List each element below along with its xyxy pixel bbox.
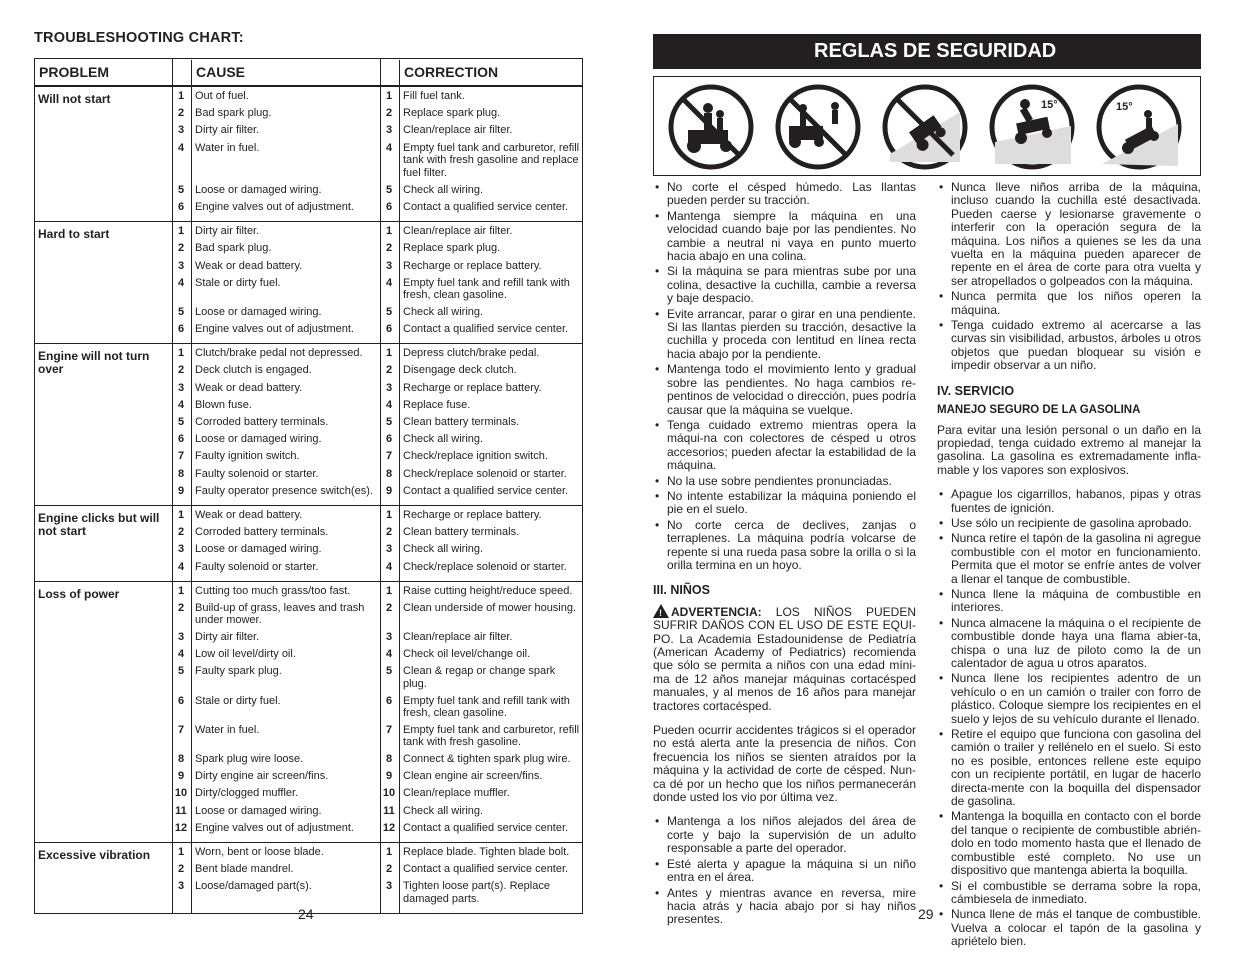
- list-item: 1 Dirty air filter.: [177, 225, 260, 238]
- list-item: 6 Stale or dirty fuel.: [177, 694, 281, 707]
- list-item: 6 Empty fuel tank and refill tank with fresh, clean gasoline.: [385, 694, 570, 720]
- list-item: 1 Clean/replace air filter.: [385, 225, 513, 238]
- list-item: 5 Loose or damaged wiring.: [177, 305, 322, 318]
- cause-cell: [173, 86, 381, 222]
- warning-icon: !: [653, 604, 669, 618]
- list-item: 6 Check all wiring.: [385, 433, 484, 446]
- list-item: 4 Water in fuel.: [177, 141, 260, 154]
- list-item: 1 Replace blade. Tighten blade bolt.: [385, 845, 570, 858]
- no-tipping-hill-icon: [882, 84, 968, 170]
- list-item: 6 Loose or damaged wiring.: [177, 433, 322, 446]
- list-item: 5 Faulty spark plug.: [177, 665, 282, 678]
- safety-column-right: [937, 181, 1201, 951]
- list-item: • Nunca llene la máquina de combustible en interiores.: [937, 588, 1201, 615]
- list-item: 8 Check/replace solenoid or starter.: [385, 467, 567, 480]
- correction-cell: [381, 505, 583, 581]
- list-item: 8 Connect & tighten spark plug wire.: [385, 753, 571, 765]
- list-item: 7 Empty fuel tank and carburetor, refill tank with fresh gasoline.: [385, 723, 580, 749]
- list-item: 4 Faulty solenoid or starter.: [177, 560, 319, 573]
- list-item: • Nunca permita que los niños operen la máquina.: [937, 290, 1201, 317]
- list-item: 1 Weak or dead battery.: [177, 508, 303, 521]
- list-item: 3 Loose/damaged part(s).: [177, 880, 312, 893]
- list-item: 8 Faulty solenoid or starter.: [177, 467, 319, 480]
- children-paragraph: Pueden ocurrir accidentes trágicos si el operador no está alerta ante la presencia de niños. Con frecuencia los niños se sienten atraídos por la máquina y la actividad de corte de césped. Nun-ca dé por un hecho que los niños permanecerán donde usted los vio por última vez.: [653, 723, 916, 805]
- list-item: • No la use sobre pendientes pronunciadas.: [653, 475, 916, 488]
- list-item: 5 Check all wiring.: [385, 305, 484, 318]
- list-item: 3 Recharge or replace battery.: [385, 259, 542, 272]
- list-item: • Tenga cuidado extremo al acercarse a las curvas sin visibilidad, arbustos, árboles u otros objetos que puedan bloquear su visión e impedir observar a un niño.: [937, 319, 1201, 373]
- list-item: 1 Recharge or replace battery.: [385, 508, 542, 521]
- list-item: 2 Build-up of grass, leaves and trash under mower.: [177, 601, 365, 627]
- header-cause: CAUSE: [173, 59, 381, 87]
- list-item: 2 Contact a qualified service center.: [385, 863, 569, 876]
- gasoline-safety-list: [937, 488, 1201, 948]
- list-item: 10 Clean/replace muffler.: [382, 787, 510, 800]
- list-item: 3 Dirty air filter.: [177, 124, 260, 137]
- list-item: 3 Dirty air filter.: [177, 631, 260, 644]
- cause-cell: [173, 344, 381, 506]
- safety-icon-strip: [653, 76, 1201, 176]
- header-problem: PROBLEM: [35, 59, 173, 87]
- list-item: • Retire el equipo que funciona con gasolina del camión o trailer y rellénelo en el suelo. Si esto no es posible, entonces rellene este equipo con un recipiente portátil, en lugar de hacerlo directa-mente con la boquilla del dispensador de gasolina.: [937, 728, 1201, 808]
- list-item: 2 Bent blade mandrel.: [177, 863, 294, 876]
- slope-label: 15°: [1041, 99, 1058, 111]
- list-item: • Nunca lleve niños arriba de la máquina, incluso cuando la cuchilla esté desactivada. Pueden caerse y lesionarse gravemente o interferir con la operación segura de la máquina. Los niños a quienes se les da una vuelta en la máquina pueden aparecer de repente en el área de corte para otra vuelta y ser atropellados o golpeados con la máquina.: [937, 181, 1201, 288]
- list-item: 2 Corroded battery terminals.: [177, 526, 329, 539]
- list-item: 4 Empty fuel tank and carburetor, refill tank with fresh gasoline and replace fuel filter.: [385, 141, 580, 179]
- correction-cell: [381, 581, 583, 842]
- list-item: • Mantenga siempre la máquina en una velocidad cuando baje por las pendientes. No cambie a neutral ni vaya en punto muerto hacia abajo en una colina.: [653, 210, 916, 264]
- list-item: • Use sólo un recipiente de gasolina aprobado.: [937, 517, 1201, 530]
- list-item: • Mantenga la boquilla en contacto con el borde del tanque o recipiente de combustible abrién-dolo en todo momento hasta que el llenado de combustible esté completo. No use un dispositivo que mantenga abierta la boquilla.: [937, 810, 1201, 877]
- list-item: 2 Clean battery terminals.: [385, 526, 520, 539]
- list-item: 2 Replace spark plug.: [385, 242, 501, 255]
- list-item: 3 Weak or dead battery.: [177, 381, 303, 394]
- correction-cell: [381, 842, 583, 913]
- list-item: 2 Deck clutch is engaged.: [177, 364, 312, 377]
- list-item: 4 Low oil level/dirty oil.: [177, 648, 296, 661]
- problem-cell: Excessive vibration: [35, 842, 173, 913]
- table-row: [35, 581, 583, 842]
- list-item: 1 Clutch/brake pedal not depressed.: [177, 347, 363, 360]
- problem-cell: Engine will not turn over: [35, 344, 173, 506]
- list-item: 5 Clean & regap or change spark plug.: [385, 665, 556, 691]
- warning-paragraph: ! ADVERTENCIA: LOS NIÑOS PUEDEN SUFRIR DAÑOS CON EL USO DE ESTE EQUI-PO. La Academia Estadounidense de Pediatría (American Academy of Pediatrics) recomienda que sólo se permita a niños con una edad míni-ma de 12 años manejar máquinas cortacésped manuales, y al menos de 16 años para manejar tractores cortacésped.: [653, 604, 916, 713]
- list-item: 1 Depress clutch/brake pedal.: [385, 347, 540, 360]
- list-item: 7 Check/replace ignition switch.: [385, 450, 548, 463]
- troubleshooting-table: [34, 58, 583, 914]
- section-servicio-title: IV. SERVICIO: [937, 383, 1015, 398]
- correction-cell: [381, 86, 583, 222]
- cause-cell: [173, 581, 381, 842]
- safety-column-left: [653, 181, 916, 929]
- slope-15-degree-limit-icon: [989, 84, 1075, 170]
- list-item: 4 Blown fuse.: [177, 398, 252, 411]
- list-item: • No corte el césped húmedo. Las llantas pueden perder su tracción.: [653, 181, 916, 208]
- list-item: 1 Raise cutting height/reduce speed.: [385, 584, 573, 597]
- cause-cell: [173, 842, 381, 913]
- cause-cell: [173, 505, 381, 581]
- list-item: 12 Contact a qualified service center.: [382, 821, 569, 834]
- list-item: • Nunca llene de más el tanque de combustible. Vuelva a colocar el tapón de la gasolina y apriételo bien.: [937, 908, 1201, 948]
- list-item: 4 Replace fuse.: [385, 398, 471, 411]
- problem-cell: Loss of power: [35, 581, 173, 842]
- problem-cell: Hard to start: [35, 222, 173, 344]
- list-item: 7 Faulty ignition switch.: [177, 450, 300, 463]
- slope-label: 15°: [1116, 101, 1133, 113]
- list-item: 6 Contact a qualified service center.: [385, 200, 569, 213]
- correction-cell: [381, 222, 583, 344]
- troubleshooting-section: [34, 30, 582, 922]
- list-item: 5 Check all wiring.: [385, 183, 484, 196]
- safety-title: REGLAS DE SEGURIDAD: [814, 40, 1057, 62]
- list-item: • No intente estabilizar la máquina poniendo el pie en el suelo.: [653, 490, 916, 517]
- table-row: [35, 842, 583, 913]
- list-item: 2 Replace spark plug.: [385, 107, 501, 120]
- no-children-near-mower-icon: [775, 84, 861, 170]
- list-item: 12 Engine valves out of adjustment.: [174, 821, 354, 834]
- list-item: 2 Clean underside of mower housing.: [385, 601, 577, 614]
- list-item: 9 Clean engine air screen/fins.: [385, 770, 543, 783]
- list-item: 5 Corroded battery terminals.: [177, 416, 329, 428]
- page-title: TROUBLESHOOTING CHART:: [34, 30, 244, 46]
- list-item: • Nunca almacene la máquina o el recipiente de combustible donde haya una flama abier-ta, chispa o una luz de piloto como la de un calentador de agua u otros aparatos.: [937, 617, 1201, 671]
- list-item: • Tenga cuidado extremo mientras opera la máqui-na con colectores de césped u otros accesorios; pueden afectar la estabilidad de la máquina.: [653, 419, 916, 473]
- list-item: • Evite arrancar, parar o girar en una pendiente. Si las llantas pierden su tracción, desactive la cuchilla y proceda con lentitud en línea recta hacia abajo por la pendiente.: [653, 308, 916, 362]
- section-ninos-title: III. NIÑOS: [653, 583, 710, 598]
- gasoline-paragraph: Para evitar una lesión personal o un daño en la propiedad, tenga cuidado extremo al manejar la gasolina. La gasolina es extremadamente infla-mable y los vapores son explosivos.: [937, 422, 1201, 477]
- list-item: 6 Contact a qualified service center.: [385, 323, 569, 336]
- page-number-right: 29: [918, 906, 934, 922]
- list-item: 3 Tighten loose part(s). Replace damaged parts.: [385, 880, 550, 905]
- list-item: 6 Engine valves out of adjustment.: [177, 200, 354, 213]
- list-item: 11 Check all wiring.: [383, 804, 484, 817]
- list-item: 7 Water in fuel.: [177, 723, 260, 736]
- list-item: • Nunca retire el tapón de la gasolina ni agregue combustible con el motor en funcionamiento. Permita que el motor se enfríe antes de volver a llenar el tanque de combustible.: [937, 532, 1201, 586]
- slope-safety-list: [653, 181, 916, 572]
- children-safety-list: [653, 815, 916, 926]
- list-item: 4 Empty fuel tank and refill tank with fresh, clean gasoline.: [385, 276, 570, 302]
- list-item: 2 Bad spark plug.: [177, 107, 272, 120]
- list-item: 3 Loose or damaged wiring.: [177, 543, 322, 556]
- cause-cell: [173, 222, 381, 344]
- list-item: 2 Bad spark plug.: [177, 242, 272, 255]
- list-item: 8 Spark plug wire loose.: [177, 753, 304, 765]
- list-item: 3 Recharge or replace battery.: [385, 381, 542, 394]
- problem-cell: Will not start: [35, 86, 173, 222]
- section-servicio-subtitle: MANEJO SEGURO DE LA GASOLINA: [937, 404, 1141, 417]
- list-item: 3 Weak or dead battery.: [177, 259, 303, 272]
- list-item: 9 Dirty engine air screen/fins.: [177, 770, 329, 783]
- list-item: • Antes y mientras avance en reversa, mire hacia atrás y hacia abajo por si hay niños presentes.: [653, 887, 916, 927]
- list-item: 1 Cutting too much grass/too fast.: [177, 584, 351, 597]
- list-item: 1 Out of fuel.: [177, 90, 249, 102]
- list-item: • Mantenga todo el movimiento lento y gradual sobre las pendientes. No haga cambios re-pentinos de velocidad o dirección, pues podría causar que la máquina se vuelque.: [653, 363, 916, 417]
- list-item: • Si el combustible se derrama sobre la ropa, cámbiesela de inmediato.: [937, 880, 1201, 907]
- slope-15-degree-tip-icon: [1096, 84, 1182, 170]
- list-item: 1 Worn, bent or loose blade.: [177, 845, 324, 858]
- list-item: 11 Loose or damaged wiring.: [175, 804, 322, 817]
- list-item: 9 Contact a qualified service center.: [385, 484, 569, 497]
- list-item: 3 Check all wiring.: [385, 543, 484, 556]
- list-item: 3 Clean/replace air filter.: [385, 124, 513, 137]
- list-item: 6 Engine valves out of adjustment.: [177, 323, 354, 336]
- table-row: [35, 86, 583, 222]
- safety-title-bar: [653, 34, 1201, 69]
- list-item: 4 Check oil level/change oil.: [385, 648, 531, 661]
- page-number-left: 24: [298, 906, 314, 922]
- list-item: • Nunca llene los recipientes adentro de un vehículo o en un camión o trailer con forro de plástico. Coloque siempre los recipientes en el suelo y lejos de su vehículo durante el llenado.: [937, 672, 1201, 726]
- list-item: 4 Check/replace solenoid or starter.: [385, 560, 567, 573]
- list-item: 1 Fill fuel tank.: [385, 90, 465, 102]
- list-item: 5 Loose or damaged wiring.: [177, 183, 322, 196]
- list-item: • No corte cerca de declives, zanjas o terraplenes. La máquina podría volcarse de repente si una rueda pasa sobre la orilla o si la orilla termina en un hoyo.: [653, 519, 916, 573]
- list-item: • Mantenga a los niños alejados del área de corte y bajo la supervisión de un adulto responsable a parte del operador.: [653, 815, 916, 855]
- table-row: [35, 505, 583, 581]
- list-item: 2 Disengage deck clutch.: [385, 364, 517, 377]
- list-item: 3 Clean/replace air filter.: [385, 631, 513, 644]
- list-item: 4 Stale or dirty fuel.: [177, 276, 281, 289]
- list-item: 10 Dirty/clogged muffler.: [174, 787, 299, 800]
- list-item: • Apague los cigarrillos, habanos, pipas y otras fuentes de ignición.: [937, 488, 1201, 515]
- table-row: [35, 222, 583, 344]
- list-item: 9 Faulty operator presence switch(es).: [177, 484, 373, 497]
- no-mowing-passenger-icon: [668, 84, 754, 170]
- list-item: • Si la máquina se para mientras sube por una colina, desactive la cuchilla, cambie a reversa y baje despacio.: [653, 265, 916, 305]
- list-item: • Esté alerta y apague la máquina si un niño entra en el área.: [653, 858, 916, 885]
- list-item: 5 Clean battery terminals.: [385, 416, 520, 428]
- correction-cell: [381, 344, 583, 506]
- header-correction: CORRECTION: [381, 59, 583, 87]
- table-row: [35, 344, 583, 506]
- children-safety-list-continued: [937, 181, 1201, 373]
- problem-cell: Engine clicks but will not start: [35, 505, 173, 581]
